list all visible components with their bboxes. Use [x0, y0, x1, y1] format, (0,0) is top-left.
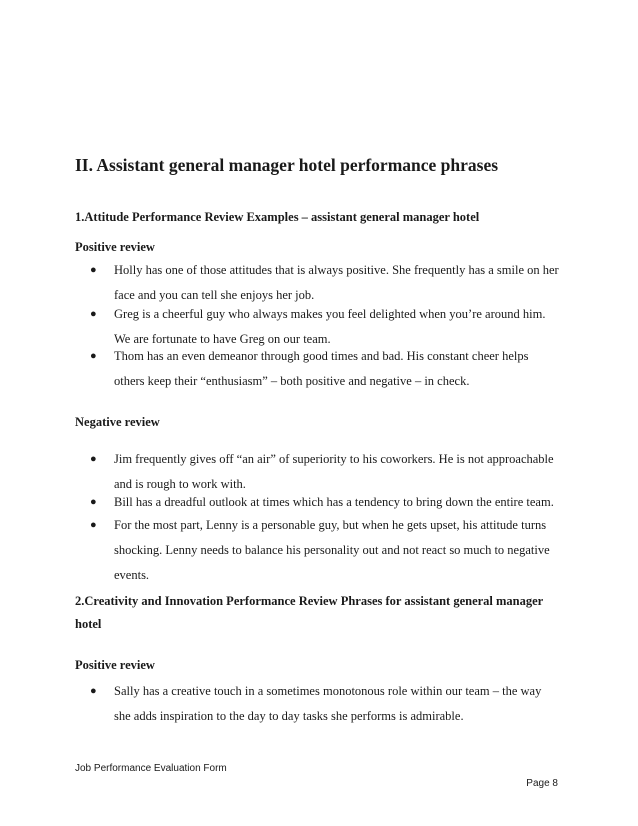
section-1-title: 1.Attitude Performance Review Examples – assistant general manager hotel [75, 210, 480, 224]
list-item [90, 258, 560, 308]
bullet-icon: ● [90, 350, 97, 362]
list-item-text: Jim frequently gives off “an air” of superiority to his coworkers. He is not approachable and is rough to work with. [114, 452, 554, 491]
bullet-icon: ● [90, 453, 97, 465]
section-2-title-line-2: hotel [75, 617, 102, 631]
section-1-positive-label: Positive review [75, 240, 155, 254]
list-item [90, 490, 560, 515]
section-1-negative-label: Negative review [75, 415, 160, 429]
list-item [90, 679, 560, 729]
footer-title: Job Performance Evaluation Form [75, 763, 227, 774]
list-item-text: Thom has an even demeanor through good times and bad. His constant cheer helps others keep their “enthusiasm” – both positive and negative – in check. [114, 349, 529, 388]
list-item [90, 344, 560, 394]
list-item-text: Greg is a cheerful guy who always makes you feel delighted when you’re around him. We are fortunate to have Greg on our team. [114, 307, 546, 346]
bullet-icon: ● [90, 308, 97, 320]
page-heading: II. Assistant general manager hotel performance phrases [75, 155, 499, 175]
page-number: Page 8 [526, 778, 558, 789]
bullet-icon: ● [90, 496, 97, 508]
bullet-icon: ● [90, 264, 97, 276]
list-item-text: Holly has one of those attitudes that is always positive. She frequently has a smile on her face and you can tell she enjoys her job. [114, 263, 559, 302]
list-item [90, 513, 560, 588]
list-item-text: Sally has a creative touch in a sometimes monotonous role within our team – the way she adds inspiration to the day to day tasks she performs is admirable. [114, 684, 542, 723]
section-2-positive-label: Positive review [75, 658, 155, 672]
bullet-icon: ● [90, 519, 97, 531]
list-item-text: Bill has a dreadful outlook at times which has a tendency to bring down the entire team. [114, 495, 554, 509]
list-item-text: For the most part, Lenny is a personable guy, but when he gets upset, his attitude turns shocking. Lenny needs to balance his personality out and not react so much to negative events. [114, 518, 550, 582]
bullet-icon: ● [90, 685, 97, 697]
section-2-title-line-1: 2.Creativity and Innovation Performance Review Phrases for assistant general manager [75, 594, 544, 608]
